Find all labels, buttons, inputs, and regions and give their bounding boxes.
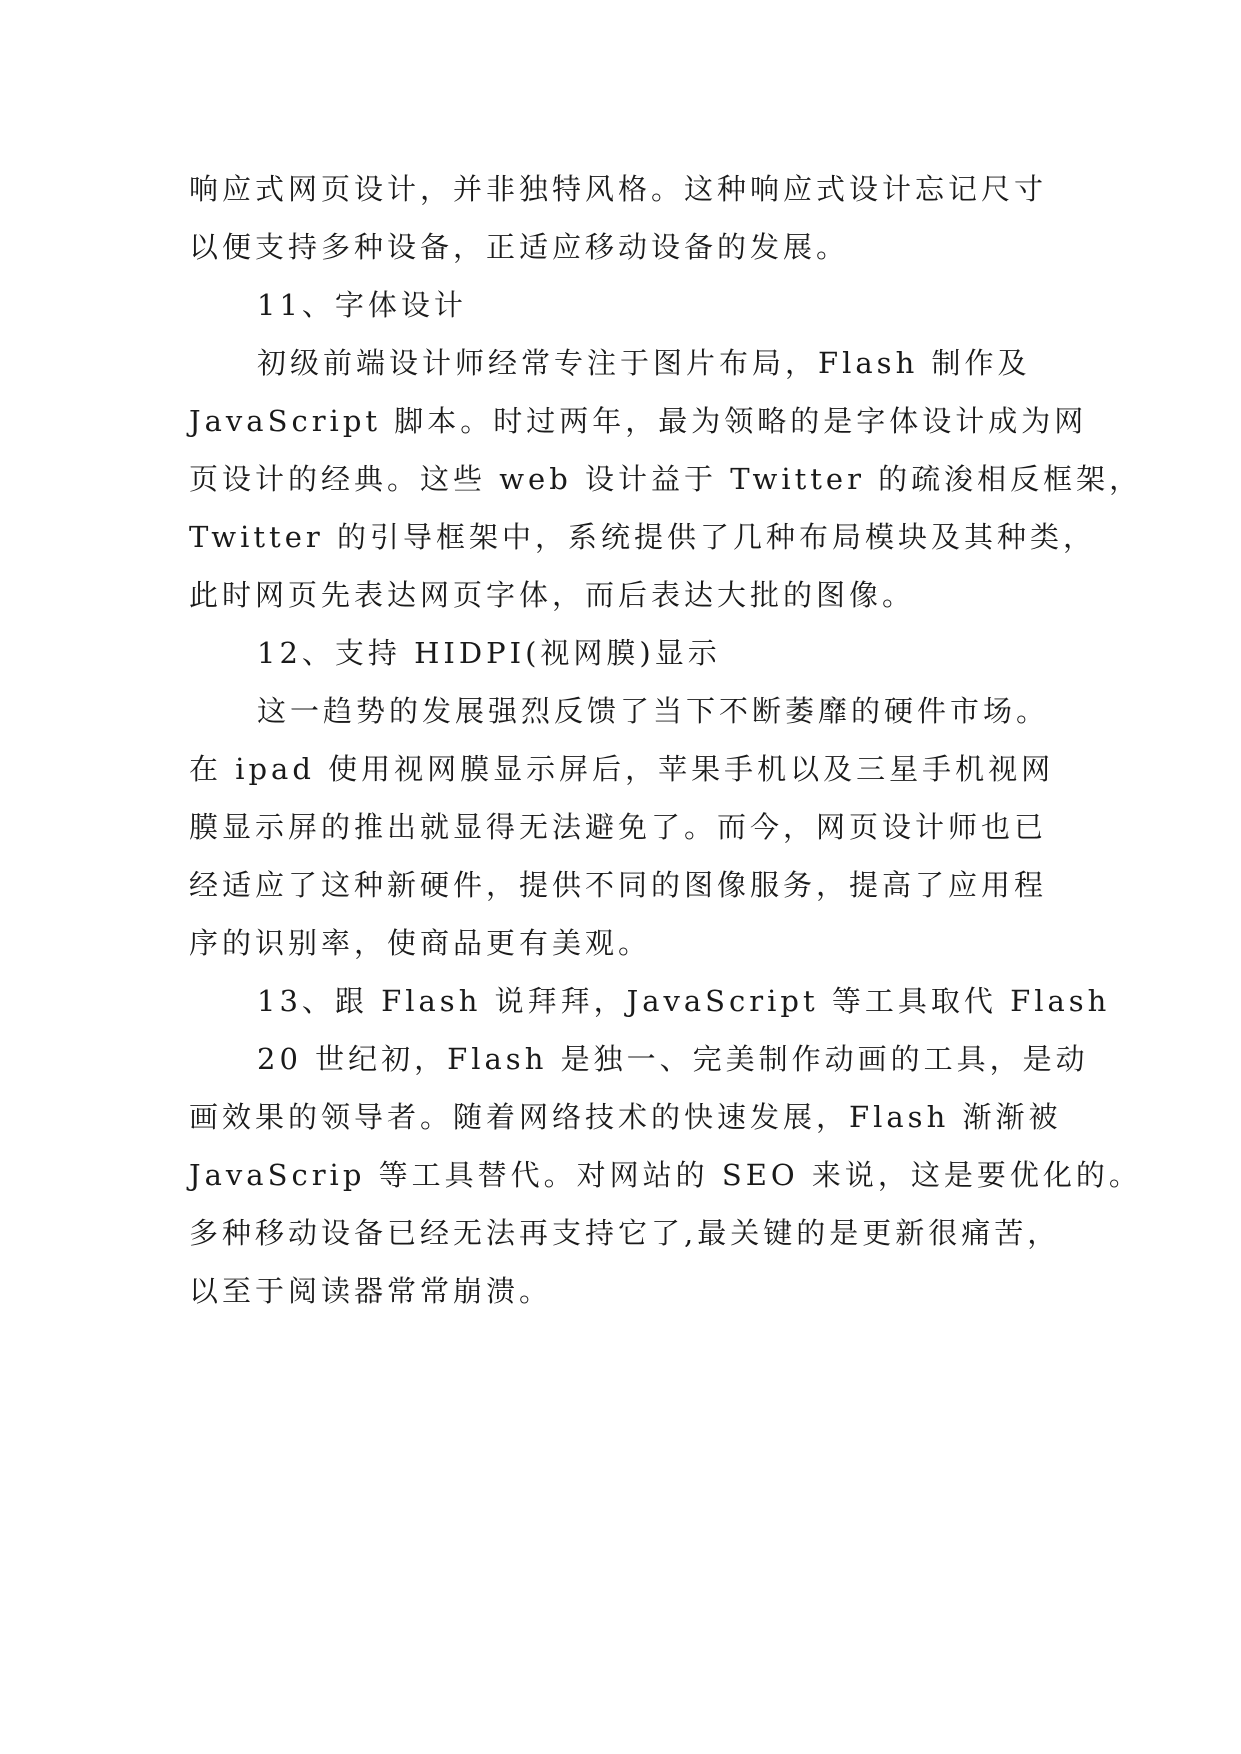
paragraph-line: JavaScript 脚本。时过两年，最为领略的是字体设计成为网	[189, 404, 1088, 438]
paragraph-line: 序的识别率，使商品更有美观。	[189, 926, 652, 960]
paragraph-line: 在 ipad 使用视网膜显示屏后，苹果手机以及三星手机视网	[189, 752, 1055, 786]
paragraph-line: 以至于阅读器常常崩溃。	[189, 1274, 553, 1308]
paragraph-line: 页设计的经典。这些 web 设计益于 Twitter 的疏浚相反框架，	[189, 462, 1143, 496]
section-heading: 13、跟 Flash 说拜拜，JavaScript 等工具取代 Flash	[257, 984, 1111, 1018]
paragraph-line: 响应式网页设计，并非独特风格。这种响应式设计忘记尺寸	[189, 172, 1048, 206]
paragraph-line: 多种移动设备已经无法再支持它了,最关键的是更新很痛苦，	[189, 1216, 1061, 1250]
paragraph-line: 膜显示屏的推出就显得无法避免了。而今，网页设计师也已	[189, 810, 1048, 844]
section-heading: 12、支持 HIDPI(视网膜)显示	[257, 636, 721, 670]
paragraph-line: Twitter 的引导框架中，系统提供了几种布局模块及其种类，	[189, 520, 1096, 554]
section-heading: 11、字体设计	[257, 288, 467, 322]
paragraph-line: 初级前端设计师经常专注于图片布局，Flash 制作及	[257, 346, 1031, 380]
paragraph-line: 经适应了这种新硬件，提供不同的图像服务，提高了应用程	[189, 868, 1048, 902]
document-body	[189, 160, 1143, 1320]
paragraph-line: 此时网页先表达网页字体，而后表达大批的图像。	[189, 578, 916, 612]
paragraph-line: 画效果的领导者。随着网络技术的快速发展，Flash 渐渐被	[189, 1100, 1062, 1134]
paragraph-line: JavaScrip 等工具替代。对网站的 SEO 来说，这是要优化的。	[189, 1158, 1142, 1192]
paragraph-line: 20 世纪初，Flash 是独一、完美制作动画的工具，是动	[257, 1042, 1089, 1076]
paragraph-line: 这一趋势的发展强烈反馈了当下不断萎靡的硬件市场。	[257, 694, 1050, 728]
paragraph-line: 以便支持多种设备，正适应移动设备的发展。	[189, 230, 850, 264]
